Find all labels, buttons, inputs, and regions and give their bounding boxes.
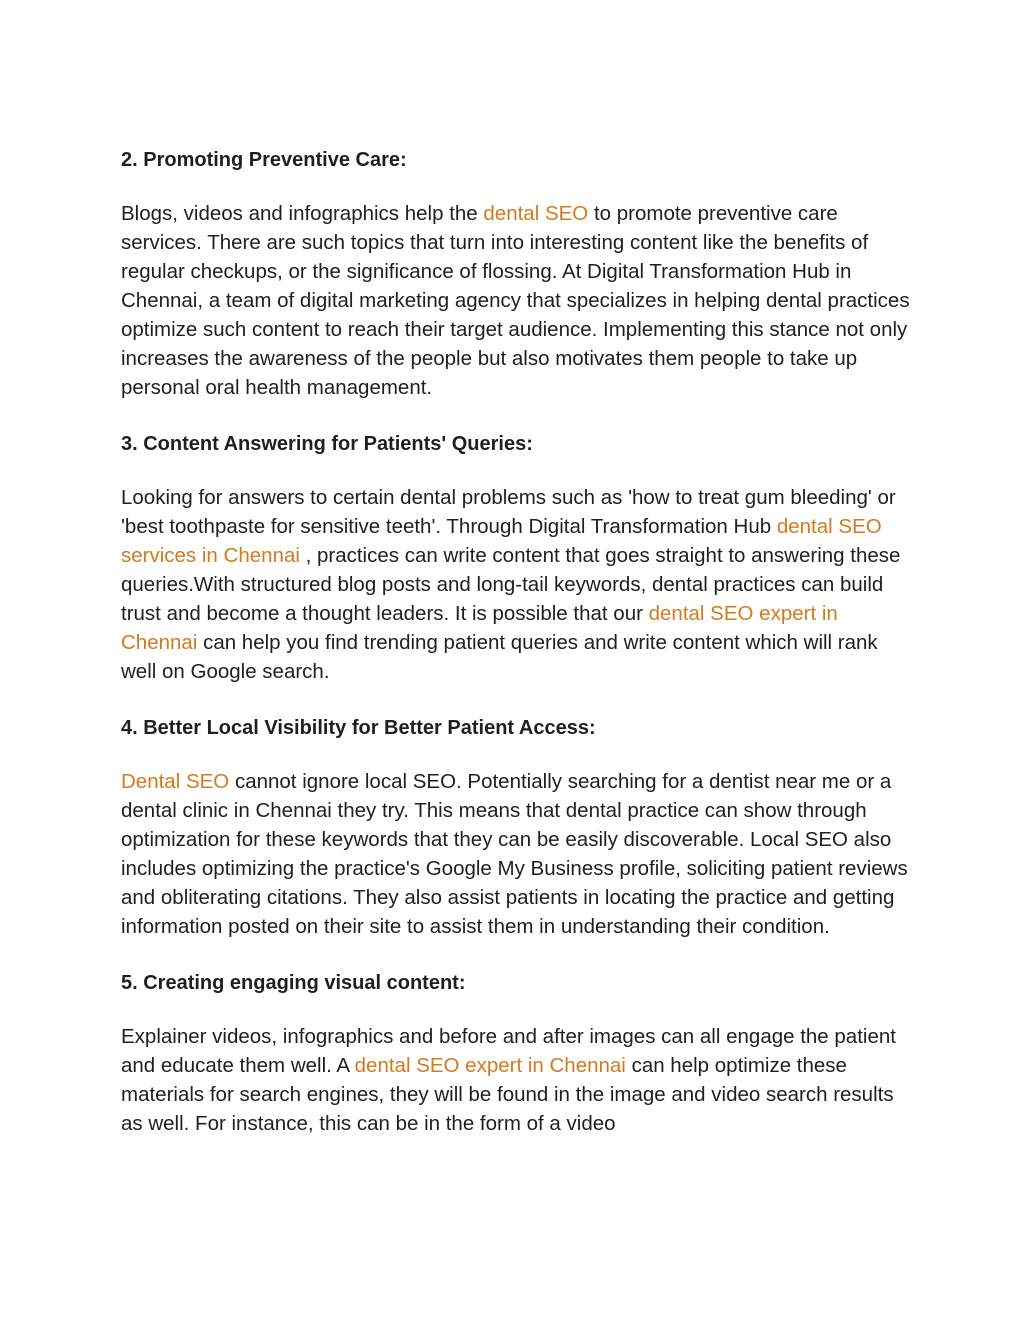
- text-run: can help you find trending patient queries and write content which will rank well on Google search.: [121, 631, 878, 683]
- document-page: [121, 146, 911, 1138]
- paragraph-patient-queries: [121, 483, 911, 686]
- link-dental-seo[interactable]: dental SEO: [483, 202, 594, 225]
- text-run: Explainer videos, infographics and before and after images can all engage the patient and educate them well. A: [121, 1025, 896, 1077]
- paragraph-preventive-care: [121, 199, 911, 402]
- text-run: Blogs, videos and infographics help the: [121, 202, 484, 225]
- link-dental-seo[interactable]: Dental SEO: [121, 770, 230, 793]
- section-heading-visual-content: 5. Creating engaging visual content:: [121, 972, 466, 994]
- section-heading-patient-queries: 3. Content Answering for Patients' Queries:: [121, 433, 533, 455]
- paragraph-local-visibility: [121, 767, 911, 941]
- section-heading-preventive-care: 2. Promoting Preventive Care:: [121, 149, 407, 171]
- text-run: cannot ignore local SEO. Potentially searching for a dentist near me or a dental clinic in Chennai they try. This means that dental practice can show through optimization for these keywords that they can be easily discoverable. Local SEO also includes optimizing the practice's Google My Business profile, soliciting patient reviews and obliterating citations. They also assist patients in locating the practice and getting information posted on their site to assist them in understanding their condition.: [121, 770, 908, 938]
- text-run: can help optimize these materials for search engines, they will be found in the image and video search results as well. For instance, this can be in the form of a video: [121, 1054, 894, 1135]
- link-dental-seo-services-chennai[interactable]: dental SEO services in Chennai: [121, 515, 882, 567]
- paragraph-visual-content: [121, 1022, 911, 1138]
- text-run: , practices can write content that goes straight to answering these queries.With structured blog posts and long-tail keywords, dental practices can build trust and become a thought leaders. It is possible that our: [121, 544, 901, 625]
- section-heading-local-visibility: 4. Better Local Visibility for Better Patient Access:: [121, 717, 596, 739]
- text-run: Looking for answers to certain dental problems such as 'how to treat gum bleeding' or 'best toothpaste for sensitive teeth'. Through Digital Transformation Hub: [121, 486, 896, 538]
- text-run: to promote preventive care services. There are such topics that turn into interesting content like the benefits of regular checkups, or the significance of flossing. At Digital Transformation Hub in Chennai, a team of digital marketing agency that specializes in helping dental practices optimize such content to reach their target audience. Implementing this stance not only increases the awareness of the people but also motivates them people to take up personal oral health management.: [121, 202, 910, 399]
- link-dental-seo-expert-chennai[interactable]: dental SEO expert in Chennai: [121, 602, 838, 654]
- link-dental-seo-expert-chennai[interactable]: dental SEO expert in Chennai: [354, 1054, 632, 1077]
